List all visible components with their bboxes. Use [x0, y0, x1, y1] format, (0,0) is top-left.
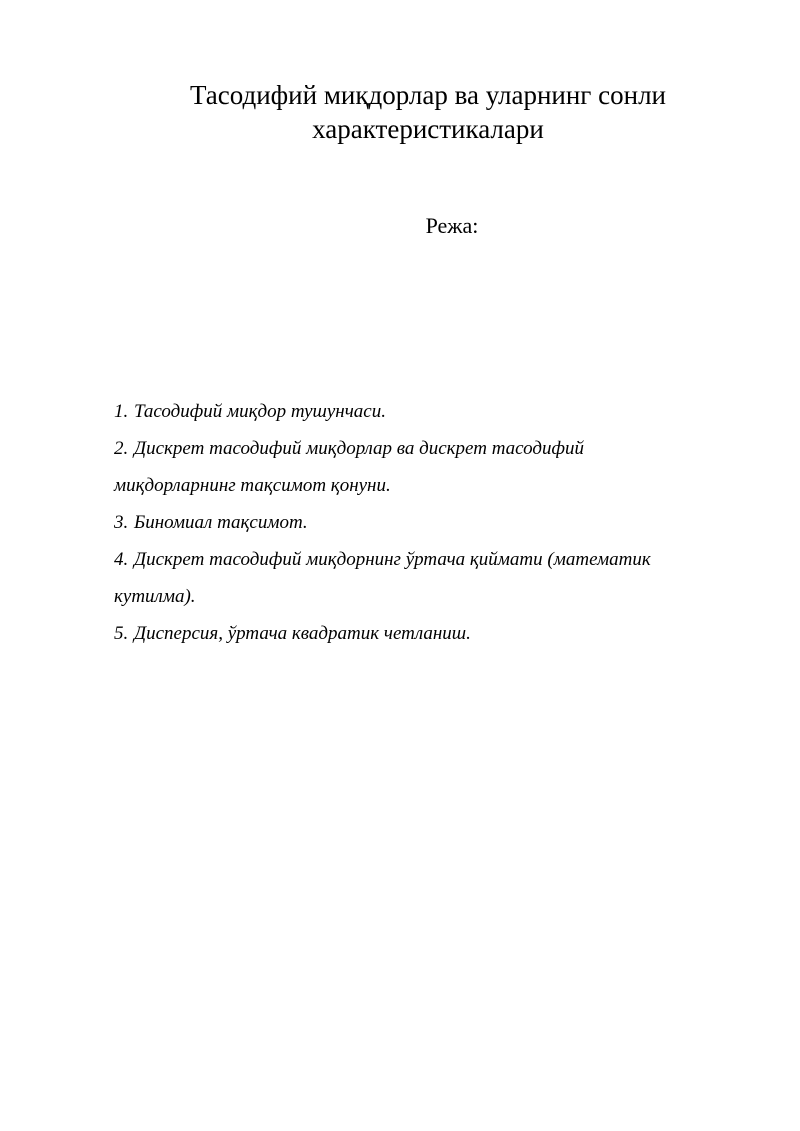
plan-item-2: [114, 430, 744, 467]
plan-item-2-continuation: [114, 467, 744, 504]
plan-item-number: 5.: [114, 623, 129, 644]
plan-item-4: [114, 541, 744, 578]
plan-item-4-continuation: [114, 578, 744, 615]
document-title: [110, 78, 746, 146]
plan-item-number: 1.: [114, 401, 129, 422]
plan-item-text: Дисперсия, ўртача квадратик четланиш.: [134, 623, 471, 644]
plan-item-number: 3.: [114, 512, 129, 533]
plan-item-text: Дискрет тасодифий миқдорлар ва дискрет тасодифий: [134, 438, 584, 459]
title-line-1: Тасодифий миқдорлар ва уларнинг сонли: [189, 80, 666, 110]
plan-item-3: [114, 504, 744, 541]
plan-heading: Режа:: [425, 213, 479, 238]
plan-item-number: 2.: [114, 438, 129, 459]
plan-item-text: Биномиал тақсимот.: [134, 512, 308, 533]
plan-item-1: [114, 393, 744, 430]
plan-item-text: Тасодифий миқдор тушунчаси.: [134, 401, 386, 422]
title-line-2: характеристикалари: [312, 114, 544, 144]
plan-item-text: Дискрет тасодифий миқдорнинг ўртача қиймати (математик: [134, 549, 651, 570]
plan-item-text-continued: кутилма).: [114, 586, 196, 607]
plan-item-text-continued: миқдорларнинг тақсимот қонуни.: [114, 475, 391, 496]
plan-item-number: 4.: [114, 549, 129, 570]
plan-item-5: [114, 615, 744, 652]
plan-list: [114, 393, 744, 652]
